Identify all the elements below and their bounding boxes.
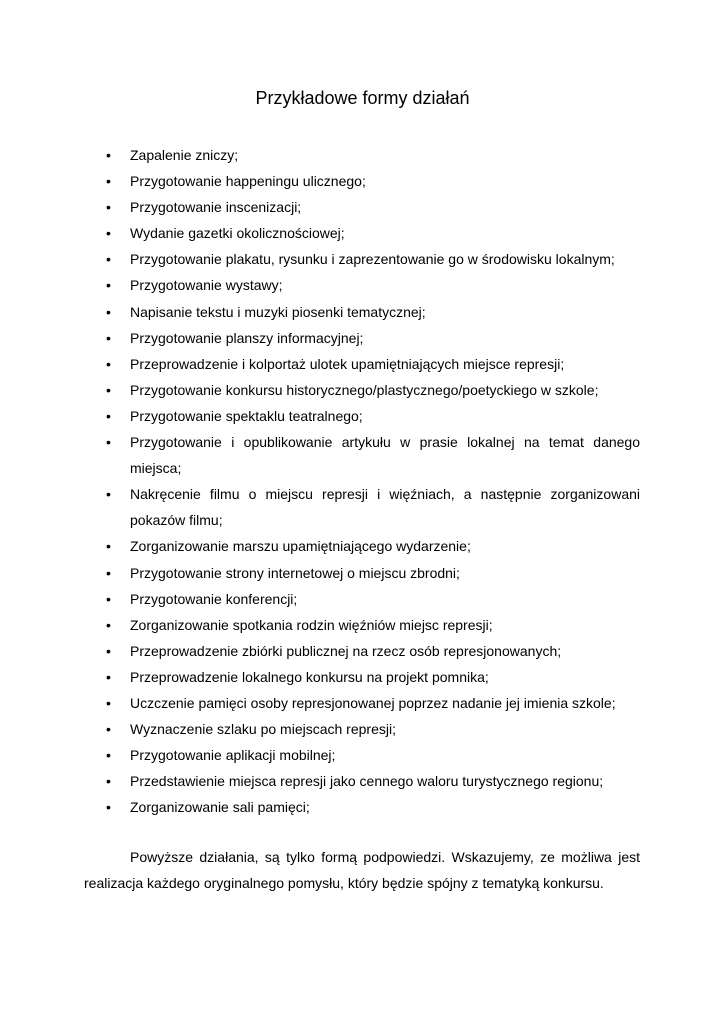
list-item: • Zorganizowanie marszu upamiętniającego wydarzenie; bbox=[84, 533, 640, 559]
list-item: • Wydanie gazetki okolicznościowej; bbox=[84, 220, 640, 246]
list-item: • Przeprowadzenie i kolportaż ulotek upamiętniających miejsce represji; bbox=[84, 351, 640, 377]
list-item: • Uczczenie pamięci osoby represjonowanej poprzez nadanie jej imienia szkole; bbox=[84, 690, 640, 716]
list-item: • Przygotowanie inscenizacji; bbox=[84, 194, 640, 220]
list-item: • Przygotowanie plakatu, rysunku i zaprezentowanie go w środowisku lokalnym; bbox=[84, 246, 640, 272]
page-title: Przykładowe formy działań bbox=[255, 88, 470, 108]
list-item: • Przeprowadzenie lokalnego konkursu na projekt pomnika; bbox=[84, 664, 640, 690]
list-item: • Zapalenie zniczy; bbox=[84, 142, 640, 168]
list-item: • Przygotowanie wystawy; bbox=[84, 272, 640, 298]
closing-paragraph: Powyższe działania, są tylko formą podpowiedzi. Wskazujemy, ze możliwa jest realizacja każdego oryginalnego pomysłu, który będzie spójny z tematyką konkursu. bbox=[84, 849, 640, 892]
list-item: • Zorganizowanie sali pamięci; bbox=[84, 794, 640, 820]
list-item: • Przygotowanie planszy informacyjnej; bbox=[84, 325, 640, 351]
list-item: • Nakręcenie filmu o miejscu represji i więźniach, a następnie zorganizowani pokazów filmu; bbox=[84, 481, 640, 533]
list-item: • Wyznaczenie szlaku po miejscach represji; bbox=[84, 716, 640, 742]
list-item: • Napisanie tekstu i muzyki piosenki tematycznej; bbox=[84, 299, 640, 325]
list-item: • Przygotowanie spektaklu teatralnego; bbox=[84, 403, 640, 429]
list-item: • Przedstawienie miejsca represji jako cennego waloru turystycznego regionu; bbox=[84, 768, 640, 794]
list-item: • Przeprowadzenie zbiórki publicznej na rzecz osób represjonowanych; bbox=[84, 638, 640, 664]
list-item: • Przygotowanie strony internetowej o miejscu zbrodni; bbox=[84, 560, 640, 586]
list-item: • Zorganizowanie spotkania rodzin więźniów miejsc represji; bbox=[84, 612, 640, 638]
list-item: • Przygotowanie i opublikowanie artykułu w prasie lokalnej na temat danego miejsca; bbox=[84, 429, 640, 481]
actions-list bbox=[84, 142, 640, 820]
list-item: • Przygotowanie konkursu historycznego/plastycznego/poetyckiego w szkole; bbox=[84, 377, 640, 403]
list-item: • Przygotowanie konferencji; bbox=[84, 586, 640, 612]
list-item: • Przygotowanie aplikacji mobilnej; bbox=[84, 742, 640, 768]
list-item: • Przygotowanie happeningu ulicznego; bbox=[84, 168, 640, 194]
